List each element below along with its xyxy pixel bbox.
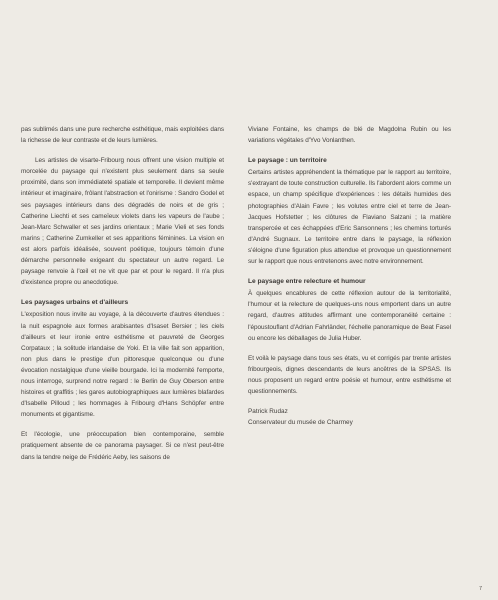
paragraph: Viviane Fontaine, les champs de blé de Magdolna Rubin ou les variations végétales d'Yvo Vonlanthen. (248, 126, 451, 145)
paragraph: L'exposition nous invite au voyage, à la découverte d'autres étendues : la nuit espagnole aux formes arabisantes d'Isaset Bersier ; les ciels d'ailleurs et leur ironie entre esthétisme et pauvreté de Georges Corpataux ; la solitude irlandaise de Yoki. Et la ville fait son apparition, non plus dans le prestige d'un pittoresque quelconque ou d'une évocation nostalgique d'une vieille bourgade. Ici la modernité l'emporte, nous interroge, surprend notre regard : le Berlin de Guy Oberson entre histoires et graffitis ; les gares autobiographiques aux lumières blafardes d'Isabelle Pilloud ; les hommages à Fribourg d'Hans Schöpfer entre monuments et gigantisme. (21, 311, 224, 419)
section-heading: Les paysages urbains et d'ailleurs (21, 299, 129, 307)
paragraph: pas sublimés dans une pure recherche esthétique, mais exploitées dans la richesse de leur contraste et de leurs lumières. (21, 126, 224, 145)
paragraph: Et voilà le paysage dans tous ses états, vu et corrigés par trente artistes fribourgeois, dignes descendants de leurs ancêtres de la SPSAS. Ils nous proposent un regard entre poésie et humour, entre esthétisme et questionnements. (248, 354, 451, 395)
signature-name: Patrick Rudaz (248, 408, 288, 416)
signature-title: Conservateur du musée de Charmey (248, 419, 353, 427)
paragraph: Certains artistes appréhendent la thématique par le rapport au territoire, s'extrayant de toute construction culturelle. Ils l'abordent alors comme un espace, un champ spécifique d'expériences : les détails humides des photographies d'Alain Favre ; les volutes entre ciel et terre de Jean-Jacques Hofstetter ; les clôtures de Flaviano Salzani ; la matière transpercée et ces échappées d'Eric Sansonnens ; les chemins torturés d'André Sugnaux. Le territoire entre dans le paysage, la réflexion s'éloigne d'une figuration plus attendue et provoque un questionnement sur le rapport que nous entretenons avec notre environnement. (248, 169, 451, 266)
page-number: 7 (479, 586, 483, 592)
paragraph: Et l'écologie, une préoccupation bien contemporaine, semble pratiquement absente de ce panorama paysager. Si ce n'est peut-être dans la tendre neige de Frédéric Aeby, les saisons de (21, 431, 224, 461)
section-heading: Le paysage entre relecture et humour (248, 278, 366, 286)
right-column (248, 124, 451, 428)
section-heading: Le paysage : un territoire (248, 157, 327, 165)
paragraph: À quelques encablures de cette réflexion autour de la territorialité, l'humour et la relecture de quelques-uns nous emportent dans un autre regard, d'autres attitudes affirmant une contemporanéité certaine : l'époustouflant d'Adrian Fahrländer, l'échelle panoramique de Beat Fasel ou encore les déballages de Julia Huber. (248, 290, 451, 342)
paragraph: Les artistes de visarte-Fribourg nous offrent une vision multiple et morcelée du paysage qui n'existent plus seulement dans sa seule proximité, dans son immédiateté spatiale et temporelle. Il devient même intérieur et imaginaire, frôlant l'abstraction et l'onirisme : Sandro Godel et ses paysages intérieurs dans des dégradés de noirs et de gris ; Catherine Liechti et ses cameïeux violets dans les vapeurs de l'aube ; Jean-Marc Schwaller et ses jardins orientaux ; Marie Vieli et ses fonds marins ; Catherine Zumkeller et ses apparitions féminines. La vision en est alors parfois idéalisée, souvent poétique, toujours témoin d'une démarche personnelle exigeant du spectateur un autre regard. Le paysage renvoie à l'œil et ne vit que par et pour le regard. Il n'a plus d'existence propre ou anecdotique. (21, 157, 224, 287)
left-column (21, 124, 224, 472)
